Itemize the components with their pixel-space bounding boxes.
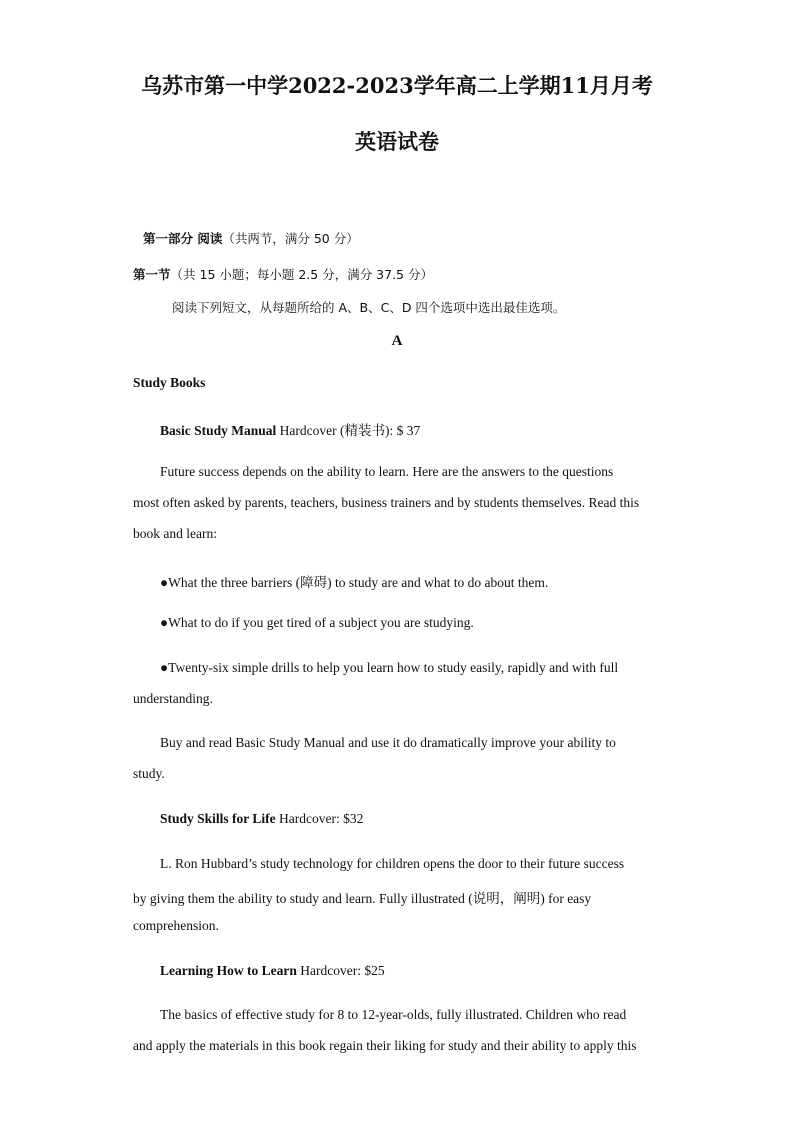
book1-bullet-continuation: understanding. bbox=[133, 691, 213, 706]
book1-desc-line: Future success depends on the ability to learn. Here are the answers to the questions bbox=[160, 464, 614, 479]
section-label: 第一节 bbox=[133, 267, 171, 282]
book1-format: Hardcover (精装书): $ 37 bbox=[276, 423, 421, 438]
exam-subtitle: 英语试卷 bbox=[355, 129, 439, 154]
book3-desc-line: and apply the materials in this book regain their liking for study and their ability to apply this bbox=[133, 1038, 637, 1053]
book1-desc-line: most often asked by parents, teachers, business trainers and by students themselves. Read this bbox=[133, 495, 640, 510]
section-heading bbox=[133, 265, 433, 283]
book1-desc-line: book and learn: bbox=[133, 526, 217, 541]
book2-desc-line: by giving them the ability to study and learn. Fully illustrated (说明，阐明) for easy bbox=[133, 891, 592, 906]
book1-bullet: ●What to do if you get tired of a subject you are studying. bbox=[160, 615, 474, 630]
part-heading bbox=[143, 229, 359, 247]
instruction: 阅读下列短文，从每题所给的 A、B、C、D 四个选项中选出最佳选项。 bbox=[172, 300, 566, 315]
passage-letter: A bbox=[391, 333, 403, 349]
part-detail: （共两节，满分 50 分） bbox=[222, 231, 359, 246]
book3-format: Hardcover: $25 bbox=[296, 963, 385, 978]
book1-bullet: ●What the three barriers (障碍) to study are and what to do about them. bbox=[160, 575, 549, 590]
exam-title: 乌苏市第一中学2022-2023学年高二上学期11月月考 bbox=[141, 73, 653, 98]
book3-desc-line: The basics of effective study for 8 to 12-year-olds, fully illustrated. Children who read bbox=[160, 1007, 627, 1022]
book1-closing-line: Buy and read Basic Study Manual and use it do dramatically improve your ability to bbox=[160, 735, 616, 750]
book1-closing-line: study. bbox=[133, 766, 165, 781]
book1-title-line bbox=[160, 419, 420, 439]
book3-name: Learning How to Learn bbox=[160, 963, 297, 978]
book1-name: Basic Study Manual bbox=[160, 423, 277, 438]
book2-name: Study Skills for Life bbox=[160, 811, 276, 826]
book2-desc-line: comprehension. bbox=[133, 918, 219, 933]
book2-desc-line: L. Ron Hubbard’s study technology for children opens the door to their future success bbox=[160, 856, 625, 871]
book2-format: Hardcover: $32 bbox=[275, 811, 364, 826]
book1-bullet: ●Twenty-six simple drills to help you learn how to study easily, rapidly and with full bbox=[160, 660, 619, 675]
passage-heading: Study Books bbox=[133, 375, 206, 390]
section-detail: （共 15 小题；每小题 2.5 分，满分 37.5 分） bbox=[170, 267, 433, 282]
part-label: 第一部分 阅读 bbox=[143, 231, 223, 246]
book2-title-line bbox=[160, 811, 363, 827]
book3-title-line bbox=[160, 963, 385, 979]
